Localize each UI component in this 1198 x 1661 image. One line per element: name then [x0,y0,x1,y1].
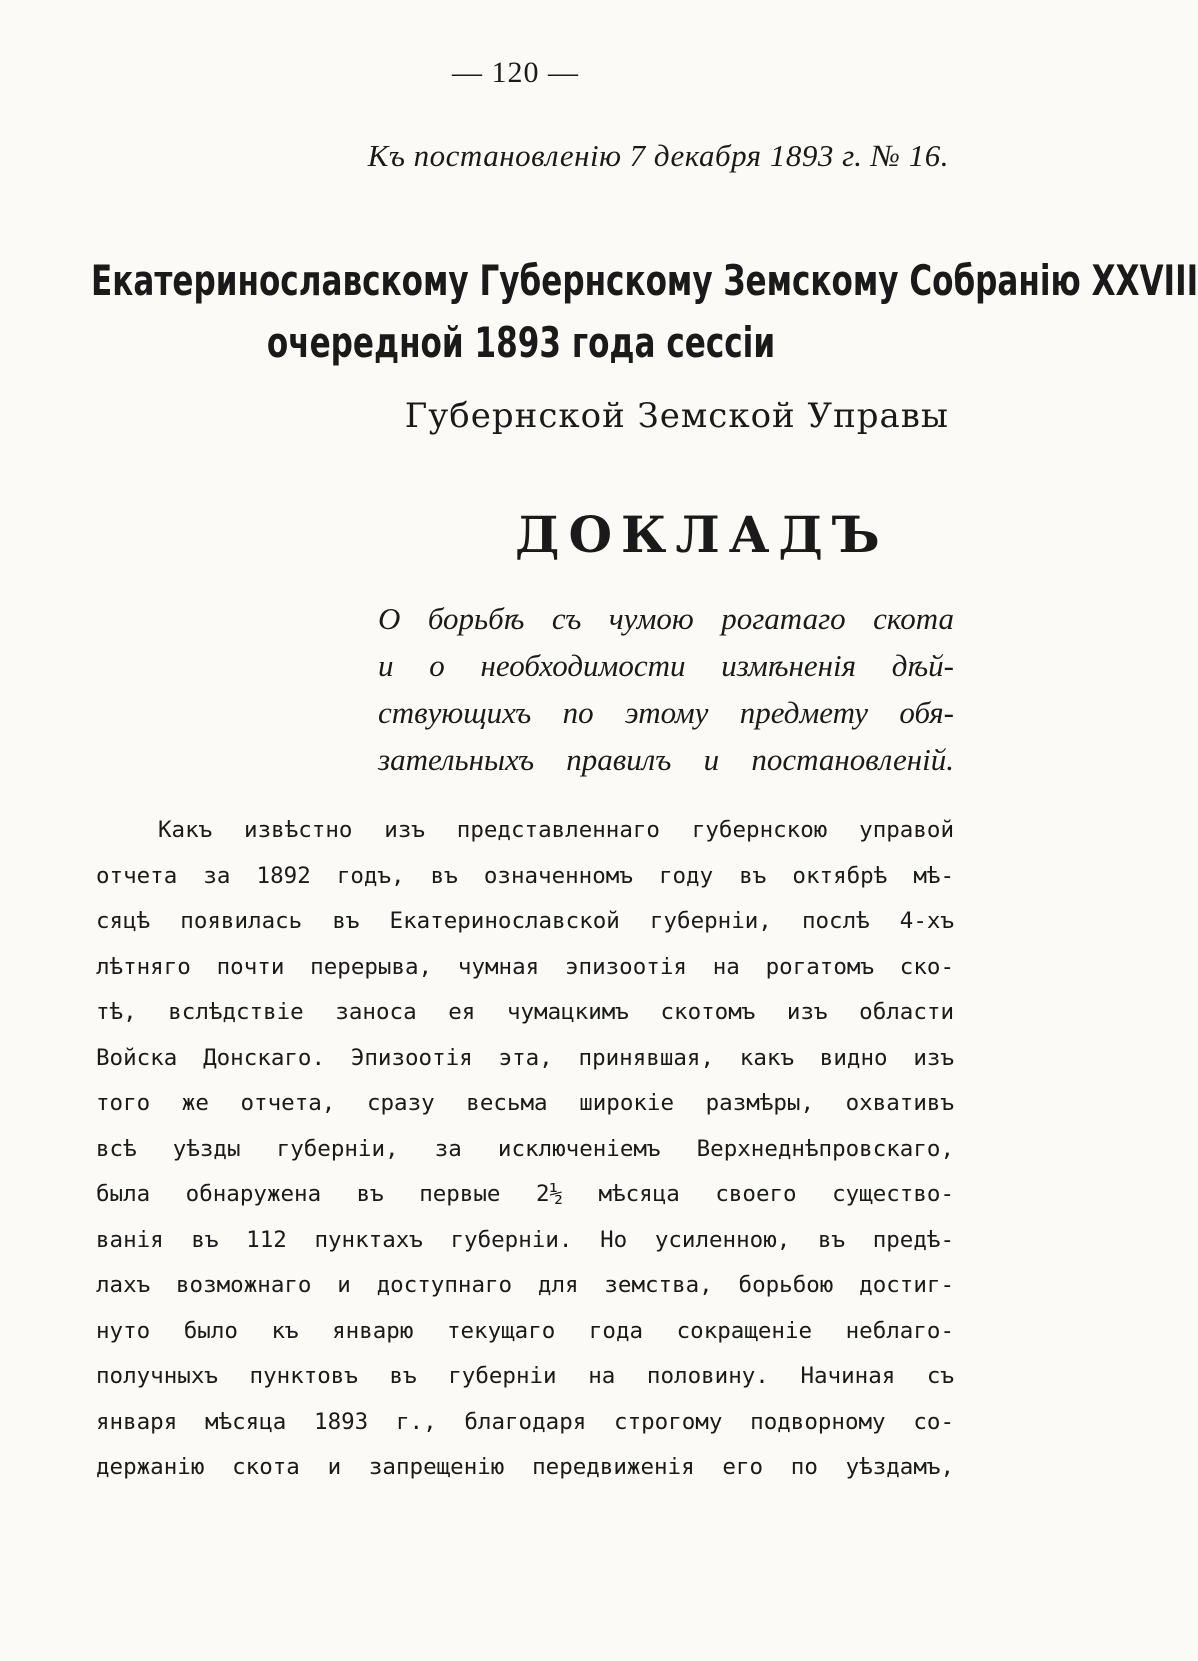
body-line: нуто было къ январю текущаго года сокращеніе неблаго- [96,1317,954,1344]
subject-line: зательныхъ правилъ и постановленій. [378,742,954,777]
report-body [96,808,954,1491]
body-line: лѣтняго почти перерыва, чумная эпизоотія на рогатомъ ско- [96,953,954,980]
body-line: ванія въ 112 пунктахъ губерніи. Но усиленною, въ предѣ- [96,1226,954,1253]
body-line: всѣ уѣзды губерніи, за исключеніемъ Верхнеднѣпровскаго, [96,1135,954,1162]
body-line: лахъ возможнаго и доступнаго для земства, борьбою достиг- [96,1272,954,1298]
heading-line-1: Екатеринославскому Губернскому Земскому Собранію XXVIII [91,256,1198,305]
document-heading [91,250,1198,374]
document-type-title: ДОКЛАДЪ [515,505,889,564]
issuing-authority: Губернской Земской Управы [404,396,949,436]
body-line: Какъ извѣстно изъ представленнаго губернскою управой [158,817,954,843]
body-line: того же отчета, сразу весьма широкіе размѣры, охвативъ [96,1090,954,1116]
body-line: тѣ, вслѣдствіе заноса ея чумацкимъ скотомъ изъ области [96,999,954,1025]
heading-line-2: очередной 1893 года сессіи [266,318,776,367]
body-line: отчета за 1892 годъ, въ означенномъ году въ октябрѣ мѣ- [96,862,954,889]
page-number: — 120 — [452,56,579,89]
body-line: сяцѣ появилась въ Екатеринославской губерніи, послѣ 4-хъ [96,908,954,934]
body-line: Войска Донскаго. Эпизоотія эта, принявшая, какъ видно изъ [96,1044,954,1071]
body-line: держанію скота и запрещенію передвиженія его по уѣздамъ, [96,1454,954,1480]
body-line: получныхъ пунктовъ въ губерніи на половину. Начиная съ [96,1363,954,1389]
body-line: была обнаружена въ первые 2½ мѣсяца своего существо- [96,1181,954,1207]
resolution-reference: Къ постановленію 7 декабря 1893 г. № 16. [367,138,949,173]
subject-line: и о необходимости измѣненія дѣй- [378,648,954,683]
body-line: января мѣсяца 1893 г., благодаря строгому подворному со- [96,1408,954,1435]
subject-line: О борьбѣ съ чумою рогатаго скота [378,601,954,636]
report-subject [378,595,954,783]
subject-line: ствующихъ по этому предмету обя- [378,695,954,730]
